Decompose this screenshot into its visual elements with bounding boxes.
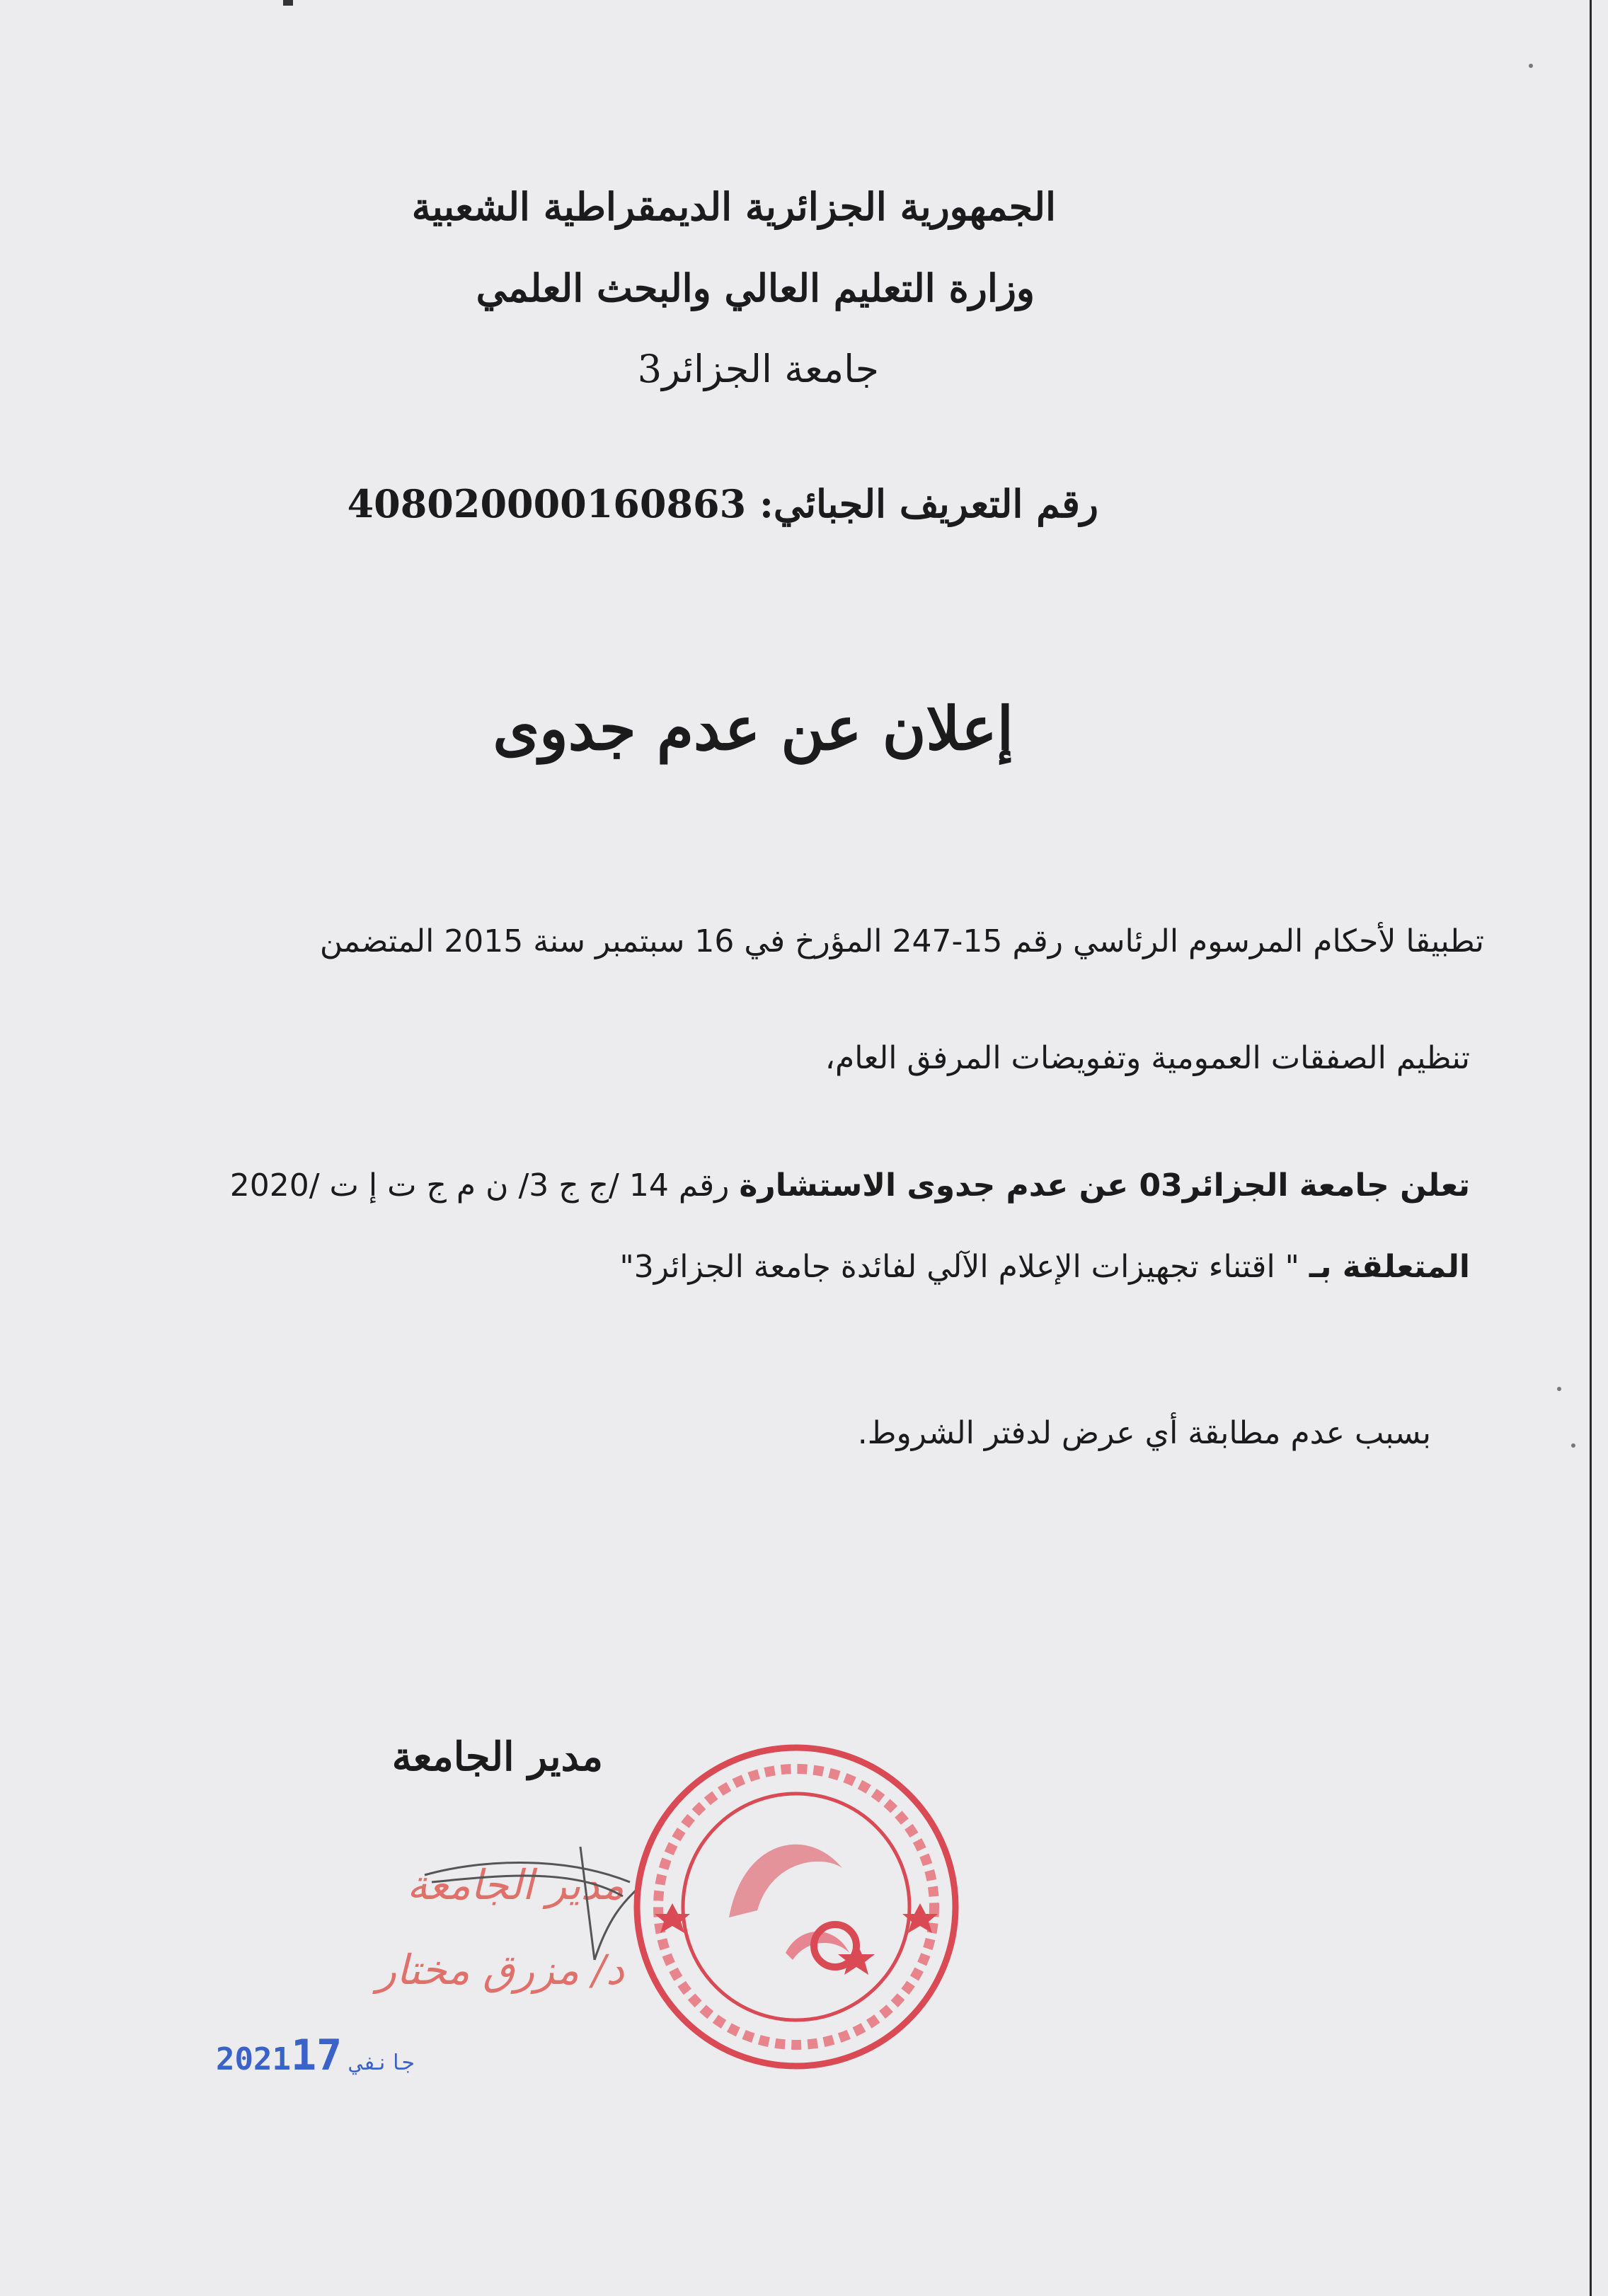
date-year: 2021: [216, 2041, 291, 2077]
date-stamp: [216, 2031, 423, 2080]
handwritten-name: د/ مزرق مختار: [376, 1946, 624, 1994]
paragraph-3: بسبب عدم مطابقة أي عرض لدفتر الشروط.: [857, 1415, 1431, 1451]
scan-artifact: [1557, 1387, 1561, 1391]
paragraph-1-line-1: تطبيقا لأحكام المرسوم الرئاسي رقم 15-247 المؤرخ في 16 سبتمبر سنة 2015 المتضمن: [319, 923, 1484, 959]
paragraph-1-line-2: تنظيم الصفقات العمومية وتفويضات المرفق العام،: [825, 1040, 1470, 1076]
official-seal: [623, 1741, 970, 2073]
handwritten-title: مدير الجامعة: [406, 1861, 624, 1909]
tax-id-label: رقم التعريف الجبائي:: [759, 481, 1098, 526]
signature-title: مدير الجامعة: [391, 1733, 603, 1780]
scan-artifact: [283, 0, 293, 6]
consultation-number: رقم 14 /ج ج 3/ ن م ج ت إ ت /2020: [229, 1167, 740, 1204]
page-edge-line: [1590, 0, 1592, 2296]
paragraph-2-line-1: [230, 1167, 1470, 1204]
subject-text: " اقتناء تجهيزات الإعلام الآلي لفائدة جامعة الجزائر3": [619, 1249, 1309, 1285]
related-to-label: المتعلقة بـ: [1309, 1249, 1470, 1285]
scan-artifact: [1529, 64, 1533, 68]
date-day: 17: [290, 2031, 343, 2080]
header-university: جامعة الجزائر3: [637, 347, 879, 391]
tax-id-value: 408020000160863: [347, 481, 747, 526]
announcement-bold: تعلن جامعة الجزائر03 عن عدم جدوى الاستشارة: [739, 1167, 1470, 1204]
paragraph-2-line-2: [620, 1249, 1471, 1285]
document-title: إعلان عن عدم جدوى: [493, 693, 1013, 763]
tax-id-line: [348, 481, 1098, 526]
scan-artifact: [1571, 1443, 1575, 1448]
header-republic: الجمهورية الجزائرية الديمقراطية الشعبية: [411, 184, 1056, 229]
date-month: جانفي: [350, 2050, 415, 2075]
signature-scribble: [418, 1833, 644, 1974]
header-ministry: وزارة التعليم العالي والبحث العلمي: [476, 265, 1035, 311]
